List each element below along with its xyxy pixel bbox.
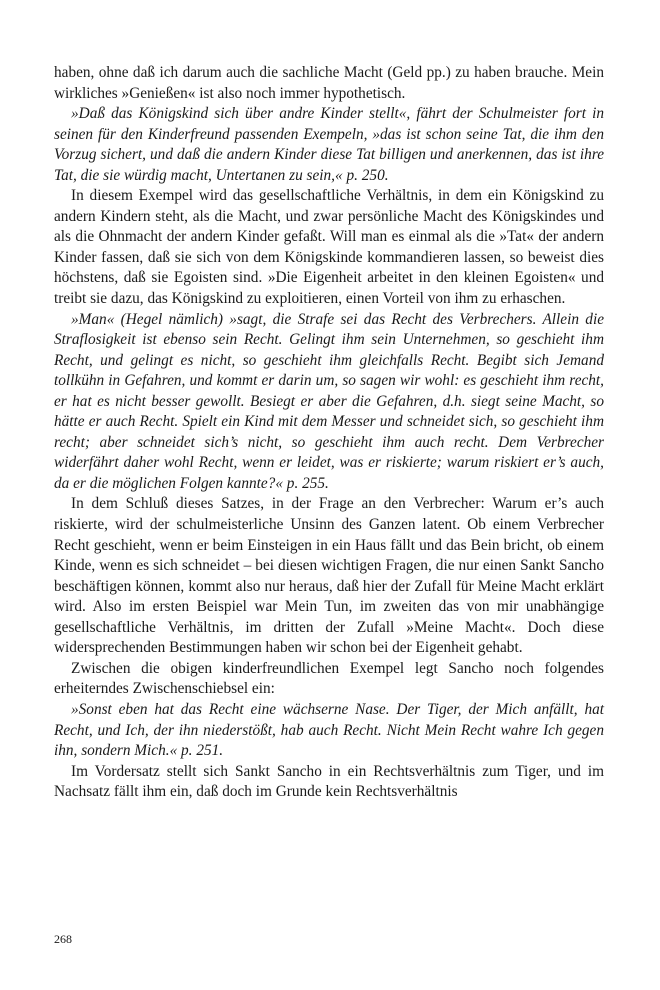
quote-paragraph-hegel: »Man« (Hegel nämlich) »sagt, die Strafe sei das Recht des Verbrechers. Allein die Straflosigkeit ist ebenso sein Recht. Gelingt ihm sein Unternehmen, so geschieht ihm Recht, und gelingt es nicht, so geschieht ihm gleichfalls Recht. Begibt sich Jemand tollkühn in Gefahren, und kommt er darin um, so sagen wir wohl: es geschieht ihm recht, er hat es nicht besser gewollt. Besiegt er aber die Gefahren, d.h. siegt seine Macht, so hätte er auch Recht. Spielt ein Kind mit dem Messer und schneidet sich, so geschieht ihm recht; aber schneidet sich’s nicht, so geschieht ihm auch recht. Dem Verbrecher widerfährt daher wohl Recht, wenn er leidet, was er riskierte; warum riskiert er’s auch, da er die möglichen Folgen kannte?« p. 255.: [54, 310, 604, 492]
paragraph-schluss: In dem Schluß dieses Satzes, in der Frage an den Verbrecher: Warum er’s auch riskierte, wird der schulmeisterliche Unsinn des Ganzen latent. Ob einem Verbrecher Recht geschieht, wenn er beim Einsteigen in ein Haus fällt und das Bein bricht, ob einem Kinde, wenn es sich schneidet – bei diesen wichtigen Fragen, die nur einen Sankt Sancho beschäftigen können, kommt also nur heraus, daß hier der Zufall für Meine Macht erklärt wird. Also im ersten Beispiel war Mein Tun, im zweiten das von mir unabhängige gesellschaftliche Verhältnis, im dritten der Zufall »Meine Macht«. Doch diese widersprechenden Bestimmungen haben wir schon bei der Eigenheit gehabt.: [54, 495, 604, 657]
quote-paragraph-tiger: »Sonst eben hat das Recht eine wächserne Nase. Der Tiger, der Mich anfällt, hat Recht, und Ich, der ihn niederstößt, hab auch Recht. Nicht Mein Recht wahre Ich gegen ihn, sondern Mich.« p. 251.: [54, 700, 604, 760]
page-body: [54, 63, 604, 803]
paragraph-zwischenschiebsel: Zwischen die obigen kinderfreundlichen Exempel legt Sancho noch folgendes erheiterndes Zwischenschiebsel ein:: [54, 659, 604, 698]
paragraph-exempel: In diesem Exempel wird das gesellschaftliche Verhältnis, in dem ein Königskind zu andern Kindern steht, als die Macht, und zwar persönliche Macht des Königskindes und als die Ohnmacht der andern Kinder gefaßt. Will man es einmal als die »Tat« der andern Kinder fassen, daß sie sich von dem Königskinde kommandieren lassen, so beweist dies höchstens, daß sie Egoisten sind. »Die Eigenheit arbeitet in den kleinen Egoisten« und treibt sie dazu, das Königskind zu exploitieren, einen Vorteil von ihm zu erhaschen.: [54, 187, 604, 308]
paragraph-1: haben, ohne daß ich darum auch die sachliche Macht (Geld pp.) zu haben brauche. Mein wirkliches »Genießen« ist also noch immer hypothetisch.: [54, 64, 604, 102]
page-number: 268: [54, 932, 72, 946]
quote-paragraph-koenigskind: »Daß das Königskind sich über andre Kinder stellt«, fährt der Schulmeister fort in seinen für den Kinderfreund passenden Exempeln, »das ist schon seine Tat, die ihm den Vorzug sichert, und daß die andern Kinder diese Tat billigen und anerkennen, das ist ihre Tat, die sie würdig macht, Untertanen zu sein,« p. 250.: [54, 105, 604, 184]
paragraph-vordersatz: Im Vordersatz stellt sich Sankt Sancho in ein Rechtsverhältnis zum Tiger, und im Nachsatz fällt ihm ein, daß doch im Grunde kein Rechtsverhältnis: [54, 762, 604, 801]
